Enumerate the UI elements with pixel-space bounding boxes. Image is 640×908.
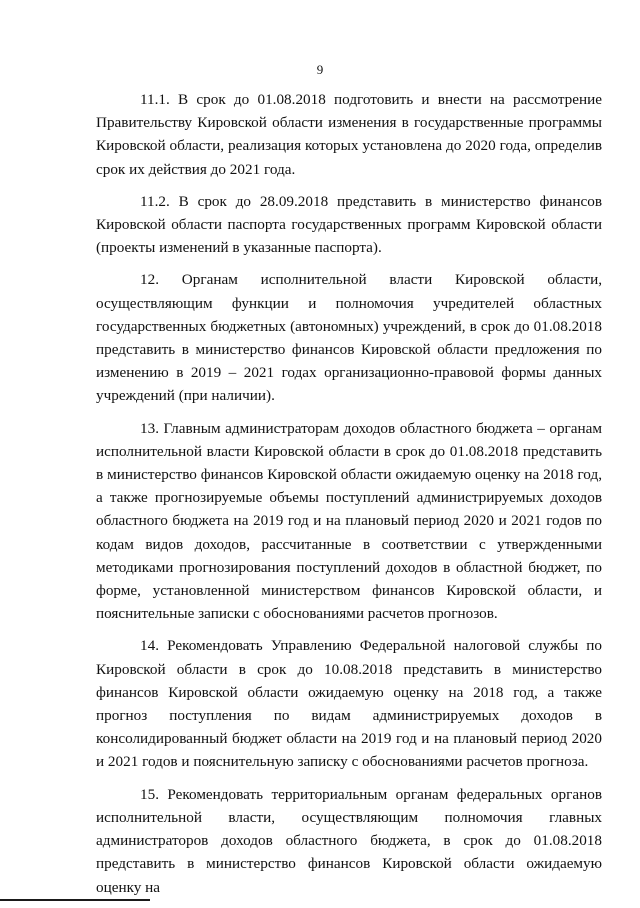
paragraph-14: 14. Рекомендовать Управлению Федеральной налоговой службы по Кировской области в срок до 10.08.2018 представить в министерство финансов Кировской области ожидаемую оценку на 2018 год, а также прогноз поступления по видам администрируемых доходов в консолидированный бюджет области на 2019 год и на плановый период 2020 и 2021 годов и пояснительную записку с обоснованиями расчетов прогноза. (96, 637, 602, 771)
paragraph-13: 13. Главным администраторам доходов областного бюджета – органам исполнительной власти Кировской области в срок до 01.08.2018 представить в министерство финансов Кировской области ожидаемую оценку на 2018 год, а также прогнозируемые объемы поступлений администрируемых доходов областного бюджета на 2019 год и на плановый период 2020 и 2021 годов по кодам видов доходов, рассчитанные в соответствии с утвержденными методиками прогнозирования поступлений доходов в областной бюджет, по форме, установленной министерством финансов Кировской области, и пояснительные записки с обоснованиями расчетов прогнозов. (96, 419, 602, 623)
paragraph-12: 12. Органам исполнительной власти Кировской области, осуществляющим функции и полномочия учредителей областных государственных бюджетных (автономных) учреждений, в срок до 01.08.2018 представить в министерство финансов Кировской области предложения по изменению в 2019 – 2021 годах организационно-правовой формы данных учреждений (при наличии). (96, 271, 602, 405)
paragraph-11-1: 11.1. В срок до 01.08.2018 подготовить и внести на рассмотрение Правительству Кировской области изменения в государственные программы Кировской области, реализация которых установлена до 2020 года, определив срок их действия до 2021 года. (96, 91, 602, 178)
document-body (96, 88, 602, 908)
page-number: 9 (316, 62, 324, 77)
paragraph-11-2: 11.2. В срок до 28.09.2018 представить в министерство финансов Кировской области паспорта государственных программ Кировской области (проекты изменений в указанные паспорта). (96, 192, 602, 257)
footer-rule (0, 899, 150, 901)
paragraph-15: 15. Рекомендовать территориальным органам федеральных органов исполнительной власти, осуществляющим полномочия главных администраторов доходов областного бюджета, в срок до 01.08.2018 представить в министерство финансов Кировской области ожидаемую оценку на (96, 785, 602, 896)
